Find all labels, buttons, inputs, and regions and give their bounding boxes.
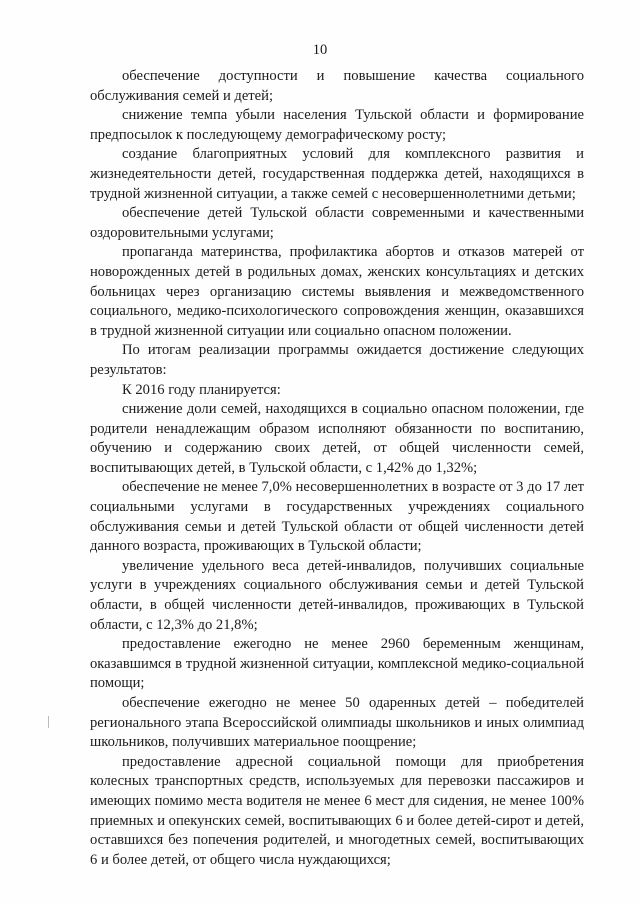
paragraph-health-services: обеспечение детей Тульской области современными и качественными оздоровительными услугами; xyxy=(90,205,584,241)
paragraph-vehicle-assistance: предоставление адресной социальной помощи для приобретения колесных транспортных средств, используемых для перевозки пассажиров и имеющих помимо места водителя не менее 6 мест для сидения, не менее 100% приемных и опекунских семей, воспитывающих 6 и более детей-сирот и детей, оставшихся без попечения родителей, и многодетных семей, воспитывающих 6 и более детей, от общего числа нуждающихся; xyxy=(90,753,584,868)
paragraph-expected-results: По итогам реализации программы ожидается достижение следующих результатов: xyxy=(90,342,584,378)
paragraph-minors-services: обеспечение не менее 7,0% несовершеннолетних в возрасте от 3 до 17 лет социальными услугами в государственных учреждениях социального обслуживания семьи и детей Тульской области от общей численности детей данного возраста, проживающих в Тульской области; xyxy=(90,479,584,555)
paragraph-social-services-access: обеспечение доступности и повышение качества социального обслуживания семей и детей; xyxy=(90,68,584,104)
paragraph-favorable-conditions: создание благоприятных условий для комплексного развития и жизнедеятельности детей, государственная поддержка детей, находящихся в трудной жизненной ситуации, а также семей с несовершеннолетними детьми; xyxy=(90,146,584,202)
paragraph-gifted-children: обеспечение ежегодно не менее 50 одаренных детей – победителей регионального этапа Всероссийской олимпиады школьников и иных олимпиад школьников, получивших материальное поощрение; xyxy=(90,695,584,751)
paragraph-families-risk-reduction: снижение доли семей, находящихся в социально опасном положении, где родители ненадлежащим образом исполняют обязанности по воспитанию, обучению и содержанию своих детей, от общей численности семей, воспитывающих детей, в Тульской области, с 1,42% до 1,32%; xyxy=(90,401,584,476)
paragraph-plan-2016: К 2016 году планируется: xyxy=(122,381,281,398)
body-text xyxy=(90,67,584,870)
paragraph-population-decline: снижение темпа убыли населения Тульской области и формирование предпосылок к последующему демографическому росту; xyxy=(90,107,584,143)
paragraph-pregnant-women-aid: предоставление ежегодно не менее 2960 беременным женщинам, оказавшимся в трудной жизненной ситуации, комплексной медико-социальной помощи; xyxy=(90,636,584,692)
scan-margin-mark xyxy=(48,716,49,728)
paragraph-maternity-promotion: пропаганда материнства, профилактика абортов и отказов матерей от новорожденных детей в родильных домах, женских консультациях и детских больницах через организацию системы выявления и межведомственного социального, медико-психологического сопровождения женщин, оказавшихся в трудной жизненной ситуации или социально опасном положении. xyxy=(90,244,584,339)
paragraph-disabled-children: увеличение удельного веса детей-инвалидов, получивших социальные услуги в учреждениях социального обслуживания семьи и детей Тульской области, в общей численности детей-инвалидов, проживающих в Тульской области, с 12,3% до 21,8%; xyxy=(90,557,584,633)
page-number: 10 xyxy=(312,42,328,58)
